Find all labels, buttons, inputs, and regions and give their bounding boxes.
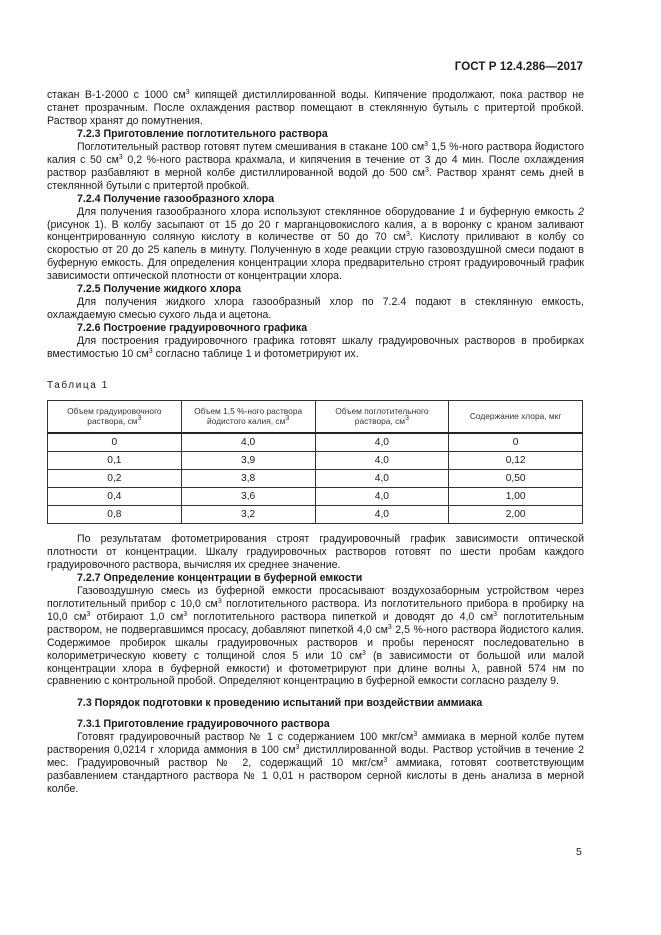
table-cell: 4,0 [315, 505, 449, 523]
table-cell: 2,00 [449, 505, 583, 523]
table-cell: 0 [48, 433, 182, 452]
table-cell: 0,12 [449, 451, 583, 469]
table-header-cell: Содержание хлора, мкг [449, 400, 583, 433]
table-cell: 3,6 [181, 487, 315, 505]
table-cell: 1,00 [449, 487, 583, 505]
table-header-cell: Объем 1,5 %-ного раствора йодистого калия, $см^3$ [181, 400, 315, 433]
table-cell: 3,2 [181, 505, 315, 523]
table-cell: 3,9 [181, 451, 315, 469]
table-row [48, 451, 583, 469]
heading-7-2-3: 7.2.3 Приготовление поглотительного раствора [77, 127, 328, 140]
table-cell: 3,8 [181, 469, 315, 487]
table-header-row [48, 400, 583, 433]
page-content [47, 89, 584, 796]
paragraph-7-3-1: Готовят градуировочный раствор № 1 с содержанием 100 мкг/$см^3$ аммиака в мерной колбе путем растворения 0,0214 г хлорида аммония в 100 $см^3$ дистиллированной воды. Раствор устойчив в течение 2 мес. Градуировочный раствор № 2, содержащий 10 мкг/$см^3$ аммиака, готовят соответствующим разбавлением стандартного раствора № 1 0,01 н раствором серной кислоты в день анализа в мерной колбе. [47, 731, 584, 796]
paragraph-7-2-5: Для получения жидкого хлора газообразный хлор по 7.2.4 подают в стеклянную емкость, охлаждаемую смесью сухого льда и ацетона. [47, 296, 584, 322]
table-cell: 0,8 [48, 505, 182, 523]
table-row [48, 469, 583, 487]
heading-7-2-5: 7.2.5 Получение жидкого хлора [77, 283, 241, 296]
table-cell: 0 [449, 433, 583, 452]
table-header-cell: Объем градуировочного раствора, $см^3$ [48, 400, 182, 433]
paragraph-7-2-4: Для получения газообразного хлора используют стеклянное оборудование 1 и буферную емкость 2 (рисунок 1). В колбу засыпают от 15 до 20 г марганцовокислого калия, а в воронку с краном заливают концентрированную соляную кислоту в количестве от 50 до 70 $см^3$. Кислоту приливают в колбу со скоростью от 20 до 25 капель в минуту. Полученную в ходе реакции струю газовоздушной смеси подают в буферную емкость. Для определения концентрации хлора предварительно строят градуировочный график зависимости оптической плотности от концентрации хлора. [47, 205, 584, 283]
table-cell: 0,50 [449, 469, 583, 487]
paragraph-7-2-6: Для построения градуировочного графика готовят шкалу градуировочных растворов в пробирках вместимостью 10 $см^3$ согласно таблице 1 и фотометрируют их. [47, 335, 584, 361]
table-cell: 0,4 [48, 487, 182, 505]
heading-7-2-6: 7.2.6 Построение градуировочного графика [77, 322, 308, 335]
table-row [48, 487, 583, 505]
table-row [48, 505, 583, 523]
paragraph-after-table: По результатам фотометрирования строят градуировочный график зависимости оптической плотности от концентрации. Шкалу градуировочных растворов готовят по шести пробам каждого градуировочного раствора, вычисляя их среднее значение. [47, 532, 584, 571]
page-number: 5 [576, 846, 582, 858]
heading-7-2-4: 7.2.4 Получение газообразного хлора [77, 192, 275, 205]
table-cell: 4,0 [315, 469, 449, 487]
table-cell: 4,0 [181, 433, 315, 452]
heading-7-3-1: 7.3.1 Приготовление градуировочного раствора [77, 718, 330, 731]
table-caption: Таблица 1 [47, 380, 109, 392]
heading-7-3: 7.3 Порядок подготовки к проведению испытаний при воздействии аммиака [77, 697, 483, 710]
paragraph-7-2-7: Газовоздушную смесь из буферной емкости просасывают воздухозаборным устройством через поглотительный прибор с 10,0 $см^3$ поглотительного раствора. Из поглотительного прибора в пробирку на 10,0 $см^3$ отбирают 1,0 $см^3$ поглотительного раствора пипеткой и доводят до 4,0 $см^3$ поглотительным раствором, не подвергавшимся просасу, добавляют пипеткой 4,0 $см^3$ 2,5 %-ного раствора йодистого калия. Содержимое пробирок шкалы градуировочных растворов и пробы переносят последовательно в колориметрическую кювету с толщиной слоя 5 или 10 $см^3$ (в зависимости от большой или малой концентрации хлора в буферной емкости) и фотометрируют при длине волны λ, равной 574 нм по сравнению с контрольной пробой. Определяют концентрацию в буферной емкости согласно разделу 9. [47, 584, 584, 688]
paragraph-723-continuation: стакан В-1-2000 с 1000 $см^3$ кипящей дистиллированной воды. Кипячение продолжают, пока раствор не станет прозрачным. После охлаждения раствор помещают в стеклянную бутыль с притертой пробкой. Раствор хранят до помутнения. [47, 89, 584, 127]
table-cell: 4,0 [315, 451, 449, 469]
table-cell: 0,2 [48, 469, 182, 487]
table-cell: 4,0 [315, 433, 449, 452]
table-header-cell: Объем поглотительного раствора, $см^3$ [315, 400, 449, 433]
page-header-standard: ГОСТ Р 12.4.286—2017 [454, 61, 583, 73]
heading-7-2-7: 7.2.7 Определение концентрации в буферной емкости [77, 571, 363, 584]
table-row [48, 433, 583, 452]
calibration-table [47, 400, 583, 524]
table-cell: 4,0 [315, 487, 449, 505]
table-cell: 0,1 [48, 451, 182, 469]
paragraph-7-2-3: Поглотительный раствор готовят путем смешивания в стакане 100 $см^3$ 1,5 %-ного раствора йодистого калия с 50 $см^3$ 0,2 %-ного раствора крахмала, и кипячения в течение от 3 до 4 мин. После охлаждения раствор разбавляют в мерной колбе дистиллированной водой до 500 $см^3$. Раствор хранят семь дней в стеклянной бутыли с притертой пробкой. [47, 140, 585, 192]
